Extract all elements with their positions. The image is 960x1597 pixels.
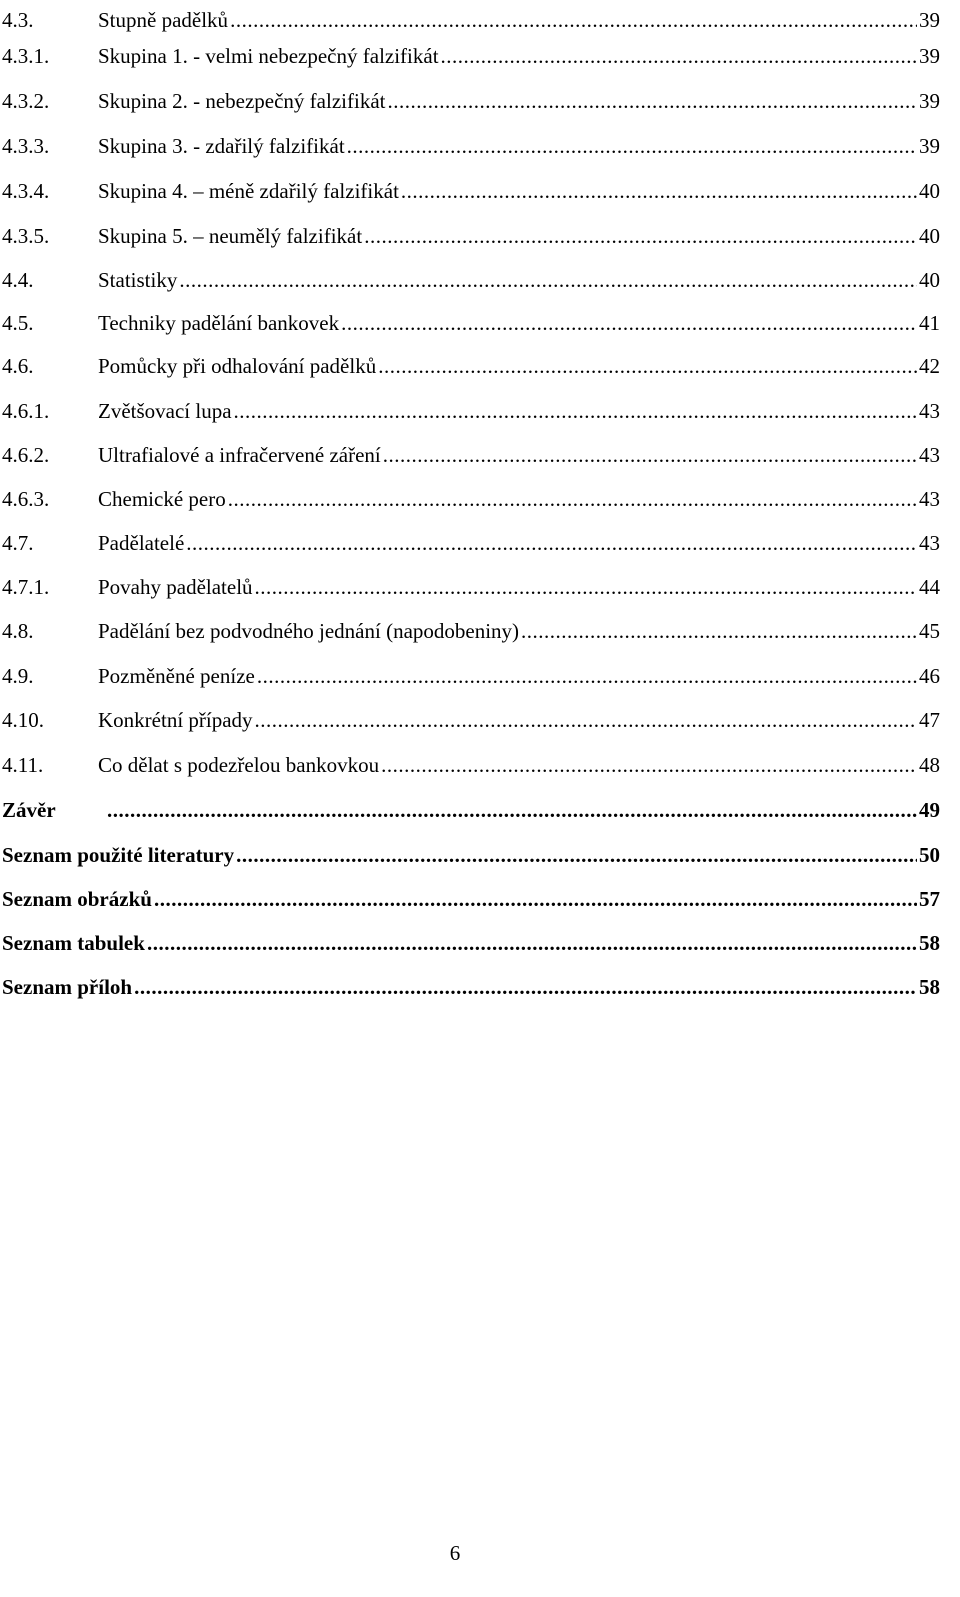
toc-entry-number: 4.3.1. (2, 44, 50, 68)
toc-entry (0, 661, 940, 691)
toc-entry-title: Zvětšovací lupa (98, 399, 232, 423)
toc-section-title: Seznam tabulek (2, 931, 145, 955)
toc-entry-number: 4.10. (2, 708, 44, 732)
toc-entry-number: 4.3.3. (2, 134, 50, 158)
toc-leader-dots (230, 5, 917, 35)
toc-section-title: Seznam příloh (2, 975, 133, 999)
toc-entry (0, 396, 940, 426)
toc-entry-number: 4.11. (2, 753, 44, 777)
toc-entry-number: 4.6.2. (2, 443, 50, 467)
toc-entry-number: 4.6.3. (2, 487, 50, 511)
toc-entry-title: Pomůcky při odhalování padělků (98, 354, 377, 378)
toc-leader-dots (147, 928, 917, 958)
toc-entry-page: 39 (919, 89, 940, 113)
toc-entry-page: 39 (919, 8, 940, 32)
toc-leader-dots (521, 616, 917, 646)
toc-leader-dots (441, 41, 917, 71)
toc-entry (0, 41, 940, 71)
toc-entry-number: 4.7.1. (2, 575, 50, 599)
toc-entry-page: 43 (919, 399, 940, 423)
toc-entry (0, 131, 940, 161)
toc-entry-title: Povahy padělatelů (98, 575, 253, 599)
toc-entry-number: 4.6. (2, 354, 34, 378)
toc-entry-page: 40 (919, 224, 940, 248)
toc-entry-title: Skupina 4. – méně zdařilý falzifikát (98, 179, 399, 203)
toc-section-title: Závěr (2, 798, 56, 822)
toc-entry-number: 4.6.1. (2, 399, 50, 423)
toc-leader-dots (364, 221, 917, 251)
toc-leader-dots (179, 265, 917, 295)
toc-entry-number: 4.3. (2, 8, 34, 32)
toc-leader-dots (255, 572, 917, 602)
toc-leader-dots (228, 484, 917, 514)
toc-entry-title: Skupina 1. - velmi nebezpečný falzifikát (98, 44, 439, 68)
toc-entry-page: 43 (919, 443, 940, 467)
toc-entry (0, 705, 940, 735)
toc-leader-dots (383, 440, 917, 470)
toc-entry-page: 39 (919, 134, 940, 158)
toc-entry-number: 4.9. (2, 664, 34, 688)
toc-section-page: 58 (919, 931, 940, 955)
toc-entry (0, 5, 940, 35)
toc-leader-dots (134, 972, 917, 1002)
toc-entry-title: Skupina 3. - zdařilý falzifikát (98, 134, 345, 158)
toc-entry-title: Konkrétní případy (98, 708, 253, 732)
toc-entry-page: 40 (919, 268, 940, 292)
toc-entry (0, 572, 940, 602)
toc-entry-page: 43 (919, 531, 940, 555)
toc-entry-page: 45 (919, 619, 940, 643)
toc-section (0, 884, 940, 914)
toc-section-page: 58 (919, 975, 940, 999)
toc-leader-dots (255, 705, 917, 735)
toc-entry-title: Co dělat s podezřelou bankovkou (98, 753, 380, 777)
toc-entry-number: 4.7. (2, 531, 34, 555)
toc-leader-dots (378, 351, 917, 381)
toc-leader-dots (186, 528, 917, 558)
toc-section-title: Seznam použité literatury (2, 843, 235, 867)
toc-entry (0, 616, 940, 646)
toc-entry-number: 4.8. (2, 619, 34, 643)
toc-entry-number: 4.3.2. (2, 89, 50, 113)
toc-entry (0, 221, 940, 251)
toc-entry-title: Skupina 5. – neumělý falzifikát (98, 224, 363, 248)
toc-section (0, 795, 940, 825)
toc-entry-title: Statistiky (98, 268, 178, 292)
toc-entry-page: 41 (919, 311, 940, 335)
toc-entry-title: Techniky padělání bankovek (98, 311, 340, 335)
toc-section-title: Seznam obrázků (2, 887, 152, 911)
toc-section (0, 840, 940, 870)
toc-entry-page: 46 (919, 664, 940, 688)
toc-entry (0, 265, 940, 295)
toc-leader-dots (234, 396, 917, 426)
toc-entry-number: 4.3.4. (2, 179, 50, 203)
toc-entry (0, 86, 940, 116)
toc-section (0, 972, 940, 1002)
toc-entry-page: 42 (919, 354, 940, 378)
toc-entry-title: Ultrafialové a infračervené záření (98, 443, 381, 467)
toc-leader-dots (257, 661, 917, 691)
toc-leader-dots (347, 131, 917, 161)
toc-entry-title: Chemické pero (98, 487, 226, 511)
toc-entry-page: 39 (919, 44, 940, 68)
toc-entry-number: 4.4. (2, 268, 34, 292)
toc-entry-number: 4.3.5. (2, 224, 50, 248)
toc-entry-page: 43 (919, 487, 940, 511)
toc-leader-dots (381, 750, 917, 780)
toc-entry (0, 176, 940, 206)
page-number: 6 (449, 1541, 461, 1565)
toc-section-page: 57 (919, 887, 940, 911)
toc-leader-dots (154, 884, 917, 914)
toc-entry (0, 750, 940, 780)
toc-leader-dots (341, 308, 917, 338)
toc-leader-dots (236, 840, 917, 870)
toc-entry (0, 528, 940, 558)
toc-entry-title: Stupně padělků (98, 8, 229, 32)
toc-section-page: 49 (919, 798, 940, 822)
toc-entry-title: Padělatelé (98, 531, 185, 555)
toc-entry-page: 40 (919, 179, 940, 203)
toc-entry-number: 4.5. (2, 311, 34, 335)
toc-section-page: 50 (919, 843, 940, 867)
toc-entry-page: 48 (919, 753, 940, 777)
toc-entry-title: Skupina 2. - nebezpečný falzifikát (98, 89, 386, 113)
toc-entry-page: 47 (919, 708, 940, 732)
toc-entry-page: 44 (919, 575, 940, 599)
toc-entry (0, 440, 940, 470)
toc-entry (0, 308, 940, 338)
toc-entry (0, 351, 940, 381)
toc-entry (0, 484, 940, 514)
toc-leader-dots (401, 176, 917, 206)
toc-leader-dots (387, 86, 917, 116)
toc-leader-dots (107, 795, 917, 825)
toc-entry-title: Padělání bez podvodného jednání (napodobeniny) (98, 619, 520, 643)
toc-section (0, 928, 940, 958)
toc-entry-title: Pozměněné peníze (98, 664, 255, 688)
